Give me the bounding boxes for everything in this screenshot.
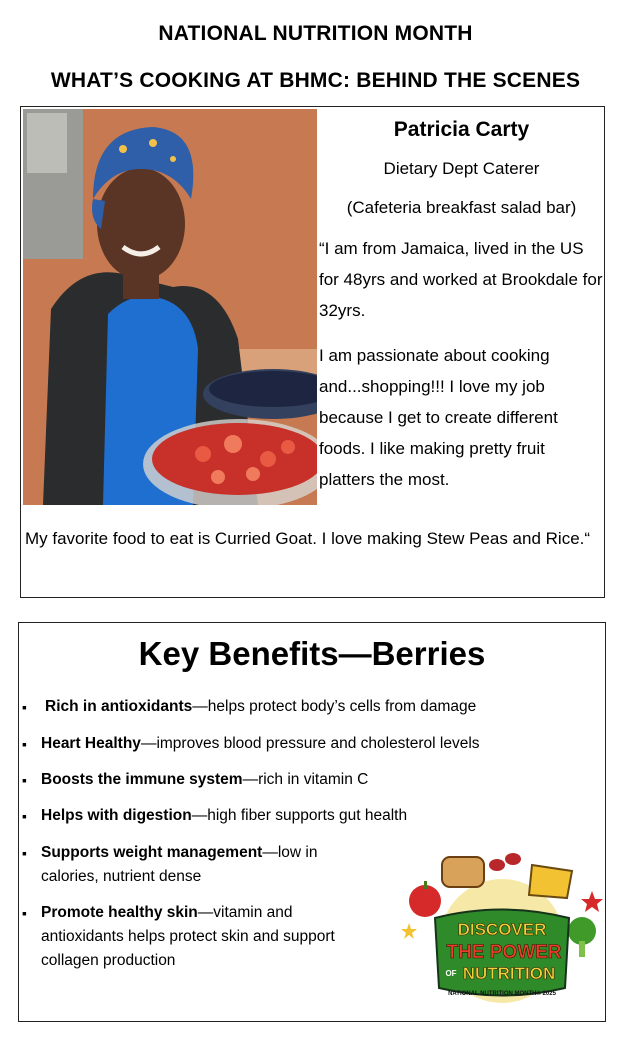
employee-profile-box [20, 106, 605, 598]
quote-passion: I am passionate about cooking and...shopping!!! I love my job because I get to create different foods. I like making pretty fruit platters the most. [319, 346, 558, 489]
benefit-desc: —vitamin and antioxidants helps protect skin and support collagen production [41, 904, 335, 969]
logo-text-discover: DISCOVER [457, 920, 547, 939]
bullet-icon: ▪ [22, 845, 27, 861]
benefit-term: Rich in antioxidants [45, 698, 193, 715]
employee-photo-illustration [23, 109, 317, 505]
employee-photo [23, 109, 317, 505]
page-subtitle: WHAT’S COOKING AT BHMC: BEHIND THE SCENES [50, 69, 581, 92]
quote-intro: “I am from Jamaica, lived in the US for 48yrs and worked at Brookdale for 32yrs. [319, 239, 603, 320]
benefit-term: Boosts the immune system [41, 771, 243, 788]
benefit-term: Promote healthy skin [41, 904, 198, 921]
benefit-desc: —helps protect body’s cells from damage [192, 698, 477, 715]
benefits-title: Key Benefits—Berries [138, 635, 486, 672]
employee-assignment: (Cafeteria breakfast salad bar) [346, 198, 577, 217]
bullet-icon: ▪ [22, 772, 27, 788]
benefit-term: Helps with digestion [41, 807, 192, 824]
logo-tagline: NATIONAL NUTRITION MONTH® 2025 [448, 991, 556, 997]
benefit-desc: —improves blood pressure and cholesterol levels [140, 735, 480, 752]
quote-favorite-food: My favorite food to eat is Curried Goat. I love making Stew Peas and Rice.“ [25, 529, 591, 548]
employee-name: Patricia Carty [393, 118, 530, 141]
bullet-icon: ▪ [22, 905, 27, 921]
benefit-term: Supports weight management [41, 844, 263, 861]
bullet-icon: ▪ [22, 808, 27, 824]
page-title: NATIONAL NUTRITION MONTH [158, 22, 473, 45]
benefit-term: Heart Healthy [41, 735, 141, 752]
benefit-desc: —low in calories, nutrient dense [41, 844, 318, 885]
bullet-icon: ▪ [22, 736, 27, 752]
logo-text-nutrition: NUTRITION [462, 964, 556, 983]
bullet-icon: ▪ [22, 699, 27, 715]
employee-role: Dietary Dept Caterer [383, 159, 540, 178]
logo-text-power: THE POWER [446, 942, 562, 963]
nutrition-month-logo [397, 843, 603, 1013]
benefit-desc: —high fiber supports gut health [191, 807, 408, 824]
benefit-desc: —rich in vitamin C [242, 771, 369, 788]
berries-benefits-box [18, 622, 606, 1022]
logo-text-of: OF [445, 969, 457, 978]
